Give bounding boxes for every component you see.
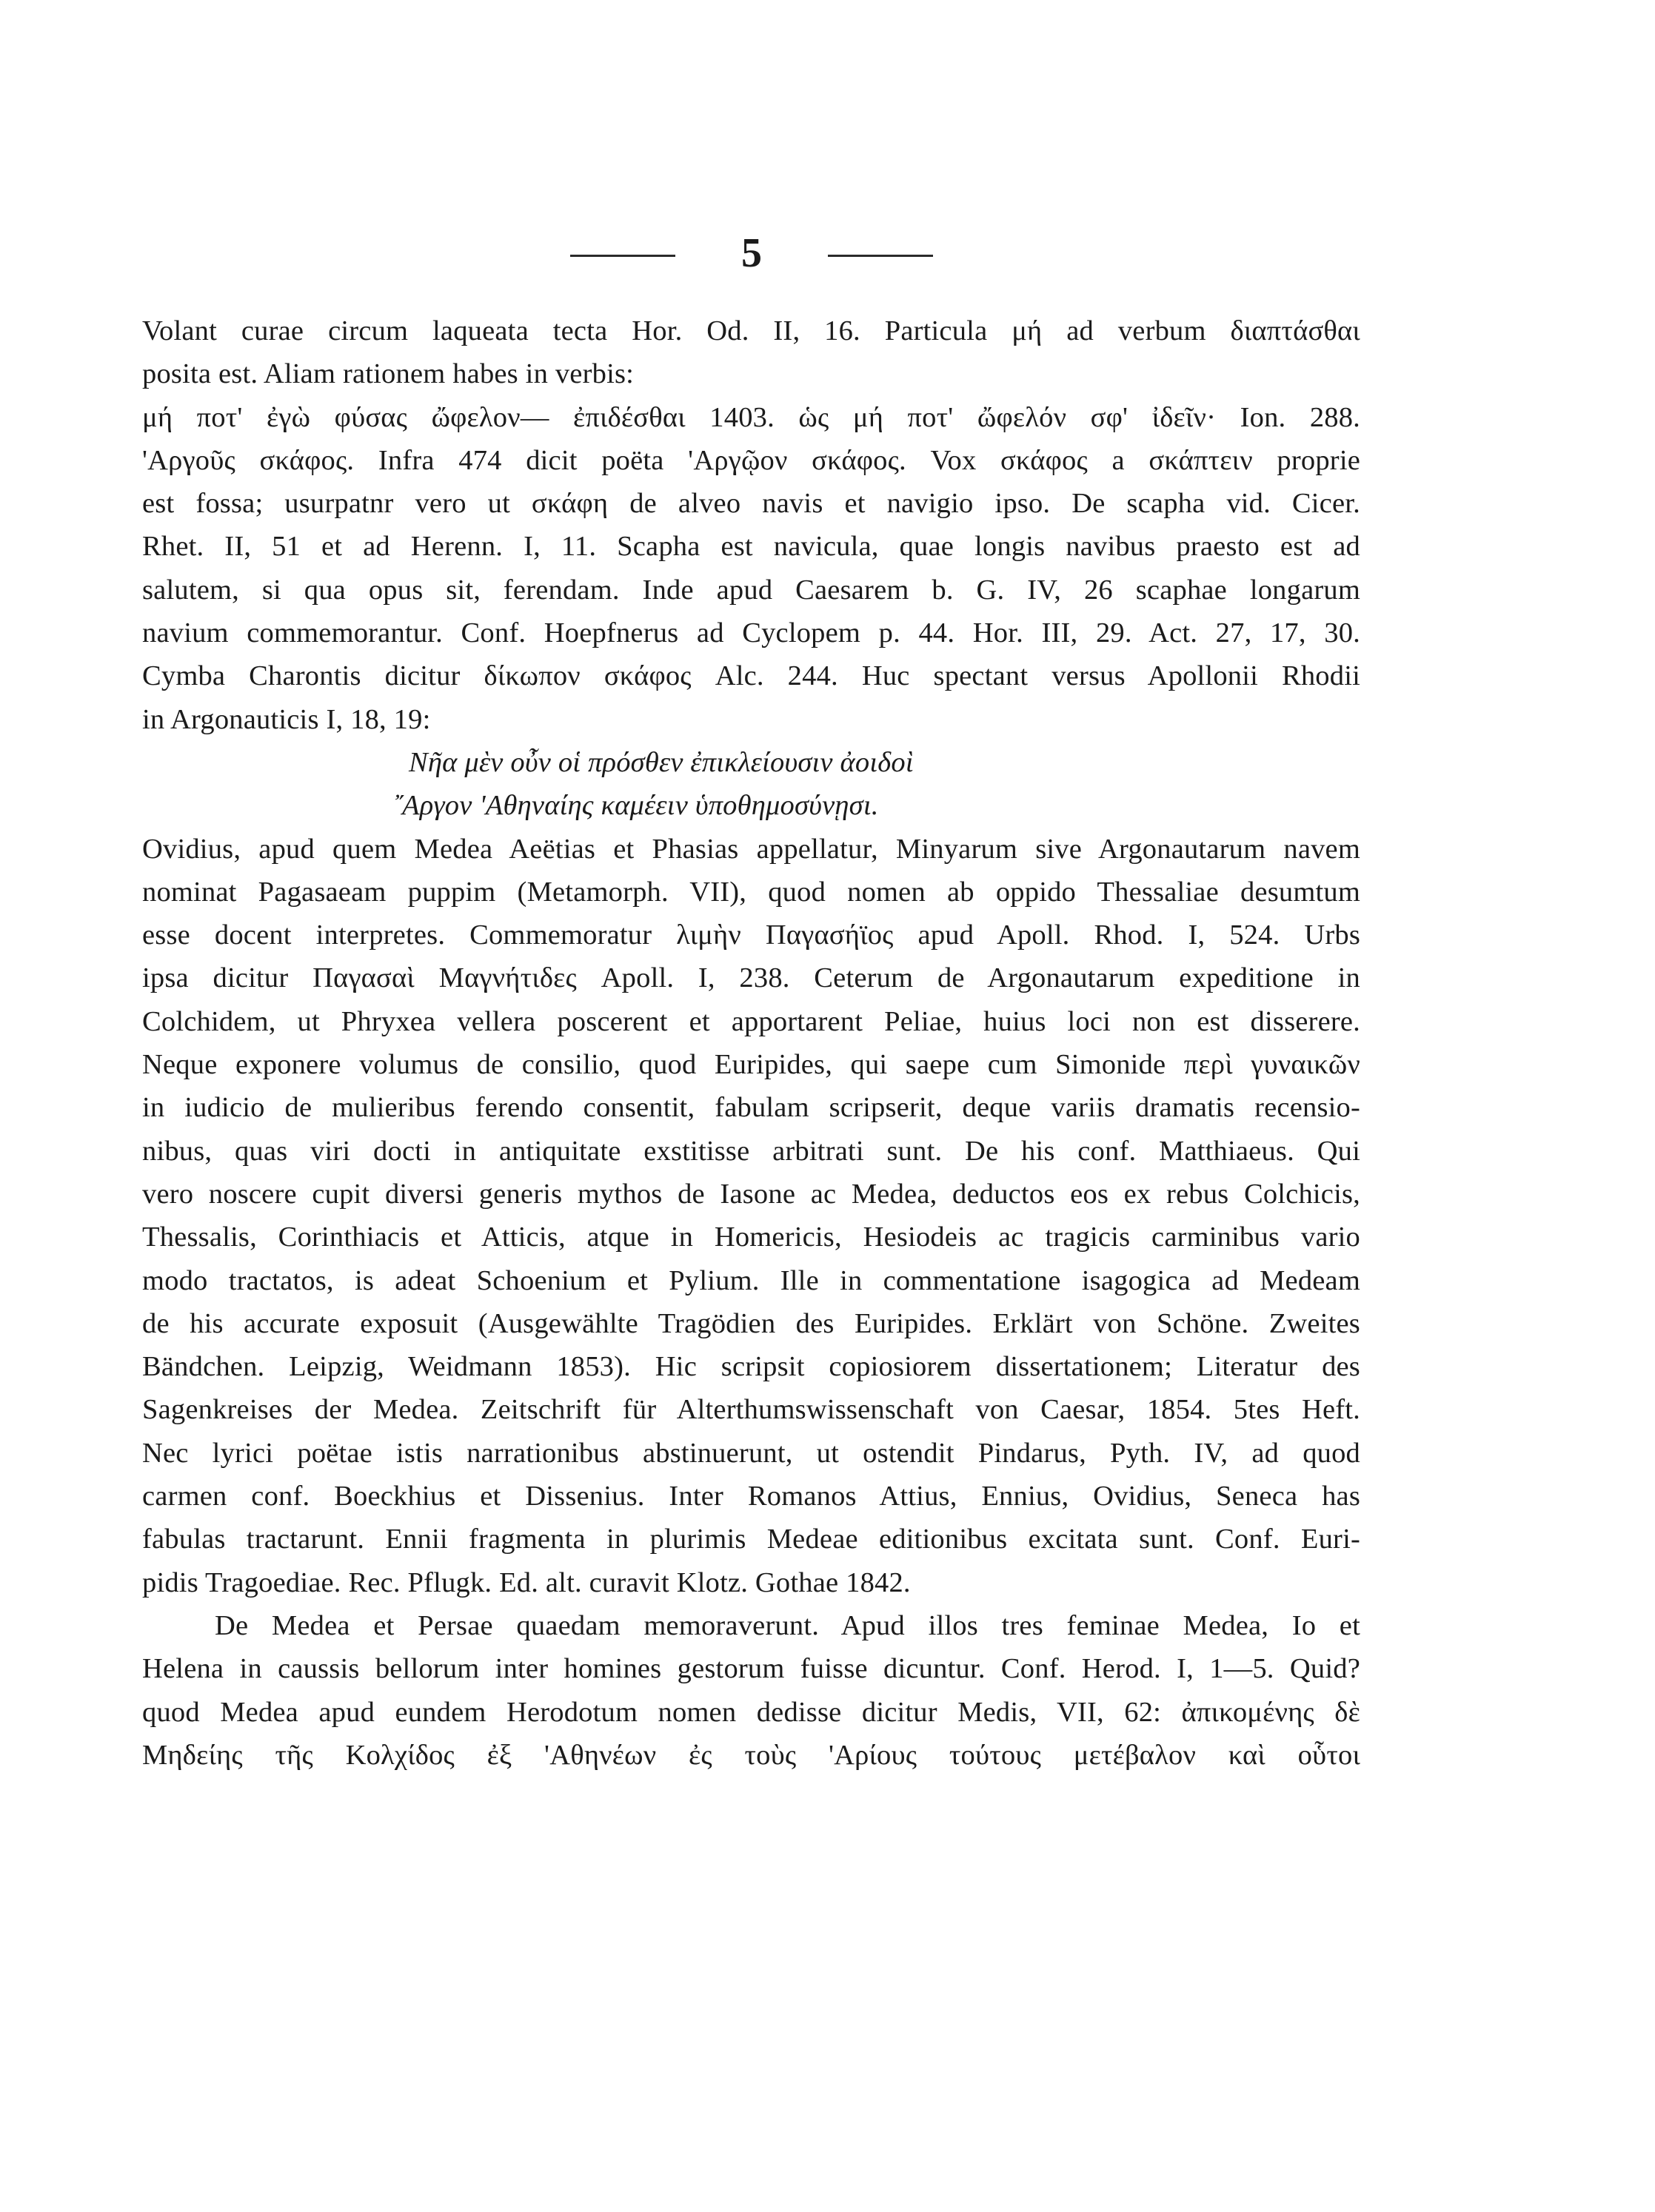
text-line: Bändchen. Leipzig, Weidmann 1853). Hic scripsit copiosiorem dissertationem; Literatur des	[142, 1351, 1360, 1383]
header-rule-right	[828, 255, 933, 257]
text-line: μή ποτ' ἐγὼ φύσας ὤφελον— ἐπιδέσθαι 1403. ὡς μή ποτ' ὤφελόν σφ' ἰδεῖν· Ion. 288.	[142, 401, 1360, 433]
text-line: vero noscere cupit diversi generis mythos de Iasone ac Medea, deductos eos ex rebus Colchicis,	[142, 1178, 1360, 1210]
page-number: 5	[741, 230, 762, 276]
text-line: Thessalis, Corinthiacis et Atticis, atque in Homericis, Hesiodeis ac tragicis carminibus vario	[142, 1221, 1360, 1253]
text-line: salutem, si qua opus sit, ferendam. Inde apud Caesarem b. G. IV, 26 scaphae longarum	[142, 574, 1360, 606]
header-rule-left	[570, 255, 675, 257]
text-line: Nec lyrici poëtae istis narrationibus abstinuerunt, ut ostendit Pindarus, Pyth. IV, ad quod	[142, 1437, 1360, 1469]
text-line: in iudicio de mulieribus ferendo consentit, fabulam scripserit, deque variis dramatis recensio-	[142, 1092, 1360, 1124]
text-line: navium commemorantur. Conf. Hoepfnerus ad Cyclopem p. 44. Hor. III, 29. Act. 27, 17, 30.	[142, 617, 1360, 649]
text-line: Sagenkreises der Medea. Zeitschrift für Alterthumswissenschaft von Caesar, 1854. 5tes Heft.	[142, 1394, 1360, 1426]
text-line: nominat Pagasaeam puppim (Metamorph. VII), quod nomen ab oppido Thessaliae desumtum	[142, 876, 1360, 908]
text-line: Cymba Charontis dicitur δίκωπον σκάφος Alc. 244. Huc spectant versus Apollonii Rhodii	[142, 660, 1360, 692]
verse-line: ῎Αργον 'Αθηναίης καμέειν ὑποθημοσύνῃσι.	[392, 790, 879, 822]
page-header	[0, 231, 1655, 275]
text-line: nibus, quas viri docti in antiquitate exstitisse arbitrati sunt. De his conf. Matthiaeus. Qui	[142, 1135, 1360, 1167]
text-line: de his accurate exposuit (Ausgewählte Tragödien des Euripides. Erklärt von Schöne. Zweites	[142, 1307, 1360, 1339]
text-line: De Medea et Persae quaedam memoraverunt. Apud illos tres feminae Medea, Io et	[215, 1609, 1360, 1641]
text-line: Colchidem, ut Phryxea vellera poscerent et apportarent Peliae, huius loci non est disserere.	[142, 1005, 1360, 1037]
text-line: est fossa; usurpatnr vero ut σκάφη de alveo navis et navigio ipso. De scapha vid. Cicer.	[142, 488, 1360, 520]
verse-line: Νῆα μὲν οὖν οἱ πρόσθεν ἐπικλείουσιν ἀοιδοὶ	[409, 746, 914, 778]
text-line: posita est. Aliam rationem habes in verbis:	[142, 358, 635, 390]
text-line: Ovidius, apud quem Medea Aeëtias et Phasias appellatur, Minyarum sive Argonautarum navem	[142, 833, 1360, 865]
text-line: Helena in caussis bellorum inter homines gestorum fuisse dicuntur. Conf. Herod. I, 1—5. Quid?	[142, 1653, 1360, 1685]
body-text	[142, 309, 1360, 1777]
text-line: modo tractatos, is adeat Schoenium et Pylium. Ille in commentatione isagogica ad Medeam	[142, 1264, 1360, 1296]
text-line: esse docent interpretes. Commemoratur λιμὴν Παγασήϊος apud Apoll. Rhod. I, 524. Urbs	[142, 919, 1360, 951]
text-line: Μηδείης τῆς Κολχίδος ἐξ 'Αθηνέων ἐς τοὺς 'Αρίους τούτους μετέβαλον καὶ οὗτοι	[142, 1739, 1360, 1771]
text-line: Neque exponere volumus de consilio, quod Euripides, qui saepe cum Simonide περὶ γυναικῶν	[142, 1049, 1360, 1081]
text-line: ipsa dicitur Παγασαὶ Μαγνήτιδες Apoll. I, 238. Ceterum de Argonautarum expeditione in	[142, 962, 1360, 994]
text-line: quod Medea apud eundem Herodotum nomen dedisse dicitur Medis, VII, 62: ἀπικομένης δὲ	[142, 1696, 1360, 1728]
text-line: Rhet. II, 51 et ad Herenn. I, 11. Scapha est navicula, quae longis navibus praesto est ad	[142, 531, 1360, 563]
text-line: Volant curae circum laqueata tecta Hor. Od. II, 16. Particula μή ad verbum διαπτάσθαι	[142, 315, 1360, 346]
text-line: in Argonauticis I, 18, 19:	[142, 703, 431, 735]
text-line: 'Αργοῦς σκάφος. Infra 474 dicit poëta 'Αργῷον σκάφος. Vox σκάφος a σκάπτειν proprie	[142, 444, 1360, 476]
text-line: carmen conf. Boeckhius et Dissenius. Inter Romanos Attius, Ennius, Ovidius, Seneca has	[142, 1481, 1360, 1512]
text-line: fabulas tractarunt. Ennii fragmenta in plurimis Medeae editionibus excitata sunt. Conf. Euri-	[142, 1524, 1360, 1555]
text-line: pidis Tragoediae. Rec. Pflugk. Ed. alt. curavit Klotz. Gothae 1842.	[142, 1566, 911, 1598]
